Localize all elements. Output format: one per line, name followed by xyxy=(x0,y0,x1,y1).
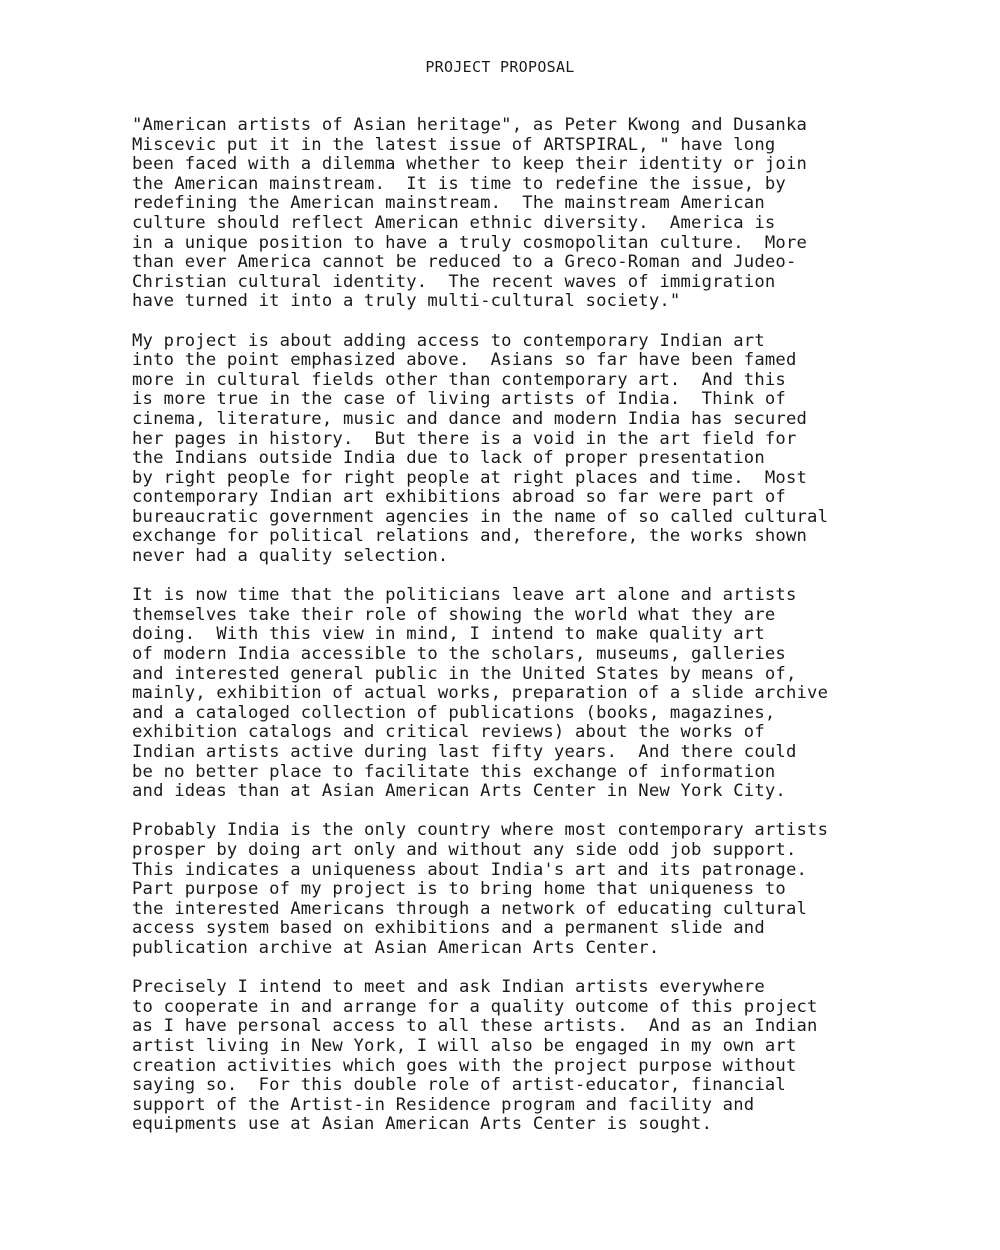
text-line: equipments use at Asian American Arts Center is sought. xyxy=(132,1114,713,1135)
text-line: My project is about adding access to contemporary Indian art xyxy=(132,330,765,351)
paragraph-uniqueness xyxy=(132,821,952,958)
text-line: more in cultural fields other than contemporary art. And this xyxy=(132,369,786,390)
text-line: contemporary Indian art exhibitions abroad so far were part of xyxy=(132,487,786,508)
paragraph-precisely xyxy=(132,978,952,1135)
text-line: is more true in the case of living artists of India. Think of xyxy=(132,389,786,410)
text-line: Miscevic put it in the latest issue of ARTSPIRAL, " have long xyxy=(132,134,776,155)
text-line: Christian cultural identity. The recent waves of immigration xyxy=(132,271,776,292)
text-line: of modern India accessible to the scholars, museums, galleries xyxy=(132,644,786,665)
text-line: themselves take their role of showing the world what they are xyxy=(132,604,776,625)
text-line: saying so. For this double role of artist-educator, financial xyxy=(132,1075,786,1096)
text-line: doing. With this view in mind, I intend to make quality art xyxy=(132,624,765,645)
document-body xyxy=(132,116,952,1154)
text-line: mainly, exhibition of actual works, preparation of a slide archive xyxy=(132,683,829,704)
text-line: the interested Americans through a network of educating cultural xyxy=(132,898,808,919)
text-line: Part purpose of my project is to bring home that uniqueness to xyxy=(132,879,786,900)
text-line: to cooperate in and arrange for a quality outcome of this project xyxy=(132,996,818,1017)
text-line: as I have personal access to all these artists. And as an Indian xyxy=(132,1016,818,1037)
text-line: and ideas than at Asian American Arts Center in New York City. xyxy=(132,781,786,802)
paragraph-project xyxy=(132,332,952,567)
text-line: have turned it into a truly multi-cultural society." xyxy=(132,291,681,312)
text-line: and interested general public in the United States by means of, xyxy=(132,663,797,684)
paragraph-quote xyxy=(132,116,952,312)
text-line: prosper by doing art only and without any side odd job support. xyxy=(132,839,797,860)
text-line: support of the Artist-in Residence program and facility and xyxy=(132,1094,755,1115)
text-line: bureaucratic government agencies in the name of so called cultural xyxy=(132,506,829,527)
text-line: into the point emphasized above. Asians so far have been famed xyxy=(132,350,797,371)
document-title: PROJECT PROPOSAL xyxy=(425,58,575,76)
text-line: be no better place to facilitate this exchange of information xyxy=(132,761,776,782)
text-line: artist living in New York, I will also be engaged in my own art xyxy=(132,1035,797,1056)
text-line: exchange for political relations and, therefore, the works shown xyxy=(132,526,808,547)
text-line: exhibition catalogs and critical reviews) about the works of xyxy=(132,722,765,743)
text-line: been faced with a dilemma whether to keep their identity or join xyxy=(132,154,808,175)
text-line: access system based on exhibitions and a permanent slide and xyxy=(132,918,765,939)
text-line: culture should reflect American ethnic diversity. America is xyxy=(132,212,776,233)
text-line: "American artists of Asian heritage", as Peter Kwong and Dusanka xyxy=(132,115,808,135)
text-line: publication archive at Asian American Arts Center. xyxy=(132,937,660,958)
text-line: cinema, literature, music and dance and modern India has secured xyxy=(132,408,808,429)
text-line: and a cataloged collection of publications (books, magazines, xyxy=(132,702,776,723)
text-line: redefining the American mainstream. The mainstream American xyxy=(132,193,765,214)
text-line: Precisely I intend to meet and ask Indian artists everywhere xyxy=(132,977,765,998)
text-line: This indicates a uniqueness about India's art and its patronage. xyxy=(132,859,808,880)
text-line: her pages in history. But there is a void in the art field for xyxy=(132,428,797,449)
paragraph-politicians xyxy=(132,586,952,802)
text-line: Indian artists active during last fifty years. And there could xyxy=(132,742,797,762)
text-line: the Indians outside India due to lack of proper presentation xyxy=(132,448,765,469)
text-line: creation activities which goes with the project purpose without xyxy=(132,1055,797,1076)
text-line: than ever America cannot be reduced to a Greco-Roman and Judeo- xyxy=(132,252,797,273)
text-line: Probably India is the only country where most contemporary artists xyxy=(132,820,829,841)
text-line: It is now time that the politicians leave art alone and artists xyxy=(132,585,797,606)
text-line: never had a quality selection. xyxy=(132,546,449,567)
text-line: in a unique position to have a truly cosmopolitan culture. More xyxy=(132,232,808,253)
text-line: by right people for right people at right places and time. Most xyxy=(132,467,808,488)
text-line: the American mainstream. It is time to redefine the issue, by xyxy=(132,173,786,194)
